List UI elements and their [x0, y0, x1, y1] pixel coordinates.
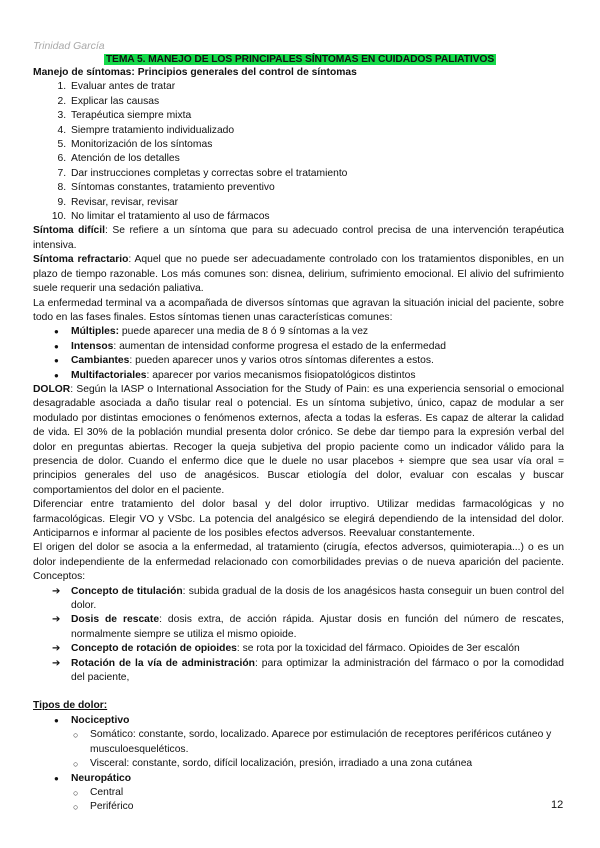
list-item: ➔ Concepto de titulación: subida gradual de la dosis de los anagésicos hasta conseguir un buen control del dolor. [33, 585, 564, 614]
list-item: ➔ Concepto de rotación de opioides: se rota por la toxicidad del fármaco. Opioides de 3er escalón [33, 642, 564, 656]
list-item: ○ Central [33, 786, 564, 800]
spacer [33, 685, 564, 699]
page-number: 12 [551, 799, 564, 811]
definition: : Se refiere a un síntoma que para su adecuado control precisa de una intervención terapéutica intensiva. [33, 225, 564, 251]
concepts-list [33, 585, 564, 686]
definition: : Aquel que no puede ser adecuadamente controlado con los tratamientos disponibles, en un plazo de tiempo razonable. Los más comunes son: disnea, delirium, sufrimiento emocional. El alivio del sufrimiento suele requerir una sedación paliativa. [33, 254, 564, 295]
list-item: ● Nociceptivo ○ Somático: constante, sordo, localizado. Aparece por estimulación de receptores periféricos cutáneo y musculoesqueléticos. ○ Visceral: constante, sordo, difícil localización, presión, irradiado a una zona cutánea [33, 714, 564, 772]
list-item: ○ Somático: constante, sordo, localizado. Aparece por estimulación de receptores periféricos cutáneo y musculoesqueléticos. [33, 728, 564, 757]
term: Síntoma refractario [33, 254, 129, 266]
list-item: ● Cambiantes: pueden aparecer unos y varios otros síntomas diferentes a estos. [33, 354, 564, 368]
sintoma-refractario-paragraph [33, 253, 564, 296]
sublist [33, 786, 564, 815]
list-item: 1. Evaluar antes de tratar [69, 80, 564, 94]
characteristics-list [33, 325, 564, 383]
author-name: Trinidad García [33, 40, 105, 52]
list-item: 3. Terapéutica siempre mixta [69, 109, 564, 123]
list-item: ● Intensos: aumentan de intensidad conforme progresa el estado de la enfermedad [33, 340, 564, 354]
term: DOLOR [33, 383, 71, 395]
tipos-heading: Tipos de dolor: [33, 700, 108, 712]
list-item: ➔ Dosis de rescate: dosis extra, de acción rápida. Ajustar dosis en función del número de rescates, normalmente siempre se utiliza el mismo opioide. [33, 613, 564, 642]
list-item: 7. Dar instrucciones completas y correctas sobre el tratamiento [69, 167, 564, 181]
document-title: TEMA 5. MANEJO DE LOS PRINCIPALES SÍNTOMAS EN CUIDADOS PALIATIVOS [105, 54, 495, 65]
principles-list [33, 80, 564, 224]
list-item: ● Múltiples: puede aparecer una media de 8 ó 9 síntomas a la vez [33, 325, 564, 339]
list-item: 2. Explicar las causas [69, 95, 564, 109]
sintoma-dificil-paragraph [33, 224, 564, 253]
dolor-paragraph [33, 383, 564, 498]
list-item: 6. Atención de los detalles [69, 152, 564, 166]
sublist [33, 728, 564, 771]
list-item: 4. Siempre tratamiento individualizado [69, 124, 564, 138]
list-item: ➔ Rotación de la vía de administración: para optimizar la administración del fármaco o por la comodidad del paciente, [33, 657, 564, 686]
term: Síntoma difícil [33, 225, 106, 237]
list-item: 10. No limitar el tratamiento al uso de fármacos [69, 210, 564, 224]
list-item: 5. Monitorización de los síntomas [69, 138, 564, 152]
list-item: 9. Revisar, revisar, revisar [69, 196, 564, 210]
section-heading: Manejo de síntomas: Principios generales del control de síntomas [33, 67, 357, 78]
list-item: ○ Visceral: constante, sordo, difícil localización, presión, irradiado a una zona cutánea [33, 757, 564, 771]
origen-paragraph: El origen del dolor se asocia a la enfermedad, al tratamiento (cirugía, efectos adversos, quimioterapia...) o es un dolor independiente de la enfermedad relacionado con comorbilidades previas o de nueva aparición del paciente. Conceptos: [33, 542, 564, 583]
enfermedad-terminal-paragraph: La enfermedad terminal va a acompañada de diversos síntomas que agravan la situación inicial del paciente, sobre todo en las fases finales. Estos síntomas tienen unas características comunes: [33, 297, 564, 323]
list-item: ● Multifactoriales: aparecer por varios mecanismos fisiopatológicos distintos [33, 369, 564, 383]
list-item: 8. Síntomas constantes, tratamiento preventivo [69, 181, 564, 195]
document-body [33, 66, 564, 815]
list-item: ○ Periférico [33, 800, 564, 814]
diferenciar-paragraph: Diferenciar entre tratamiento del dolor basal y del dolor irruptivo. Utilizar medidas farmacológicas y no farmacológicas. Elegir VO y VSbc. La potencia del analgésico se elegirá dependiendo de la intensidad del dolor. Anticiparnos e informar al paciente de los posibles efectos adversos. Reevaluar constantemente. [33, 499, 564, 539]
pain-types-list [33, 714, 564, 815]
definition: : Según la IASP o International Association for the Study of Pain: es una experiencia sensorial o emocional desagradable asociada a daño tisular real o potencial. Es un síntoma subjetivo, único, capaz de modular a ser modulado por distintas emociones o fenómenos externos, afecta a todas la esferas. Es capaz de alterar la calidad de vida. El 30% de la población mundial presenta dolor crónico. Se debe dar tiempo para la expresión verbal del dolor en preguntas abiertas. Recoger la queja subjetiva del propio paciente como un indicador válido para la presencia de dolor. Cuando el enfermo dice que le duele no usar placebos + siempre que sea usar vía oral = principios generales del uso de anagésicos. Buscar etiología del dolor, evaluar con escalas y buscar comportamientos del dolor en el paciente. [33, 383, 564, 496]
list-item: ● Neuropático ○ Central ○ Periférico [33, 772, 564, 815]
